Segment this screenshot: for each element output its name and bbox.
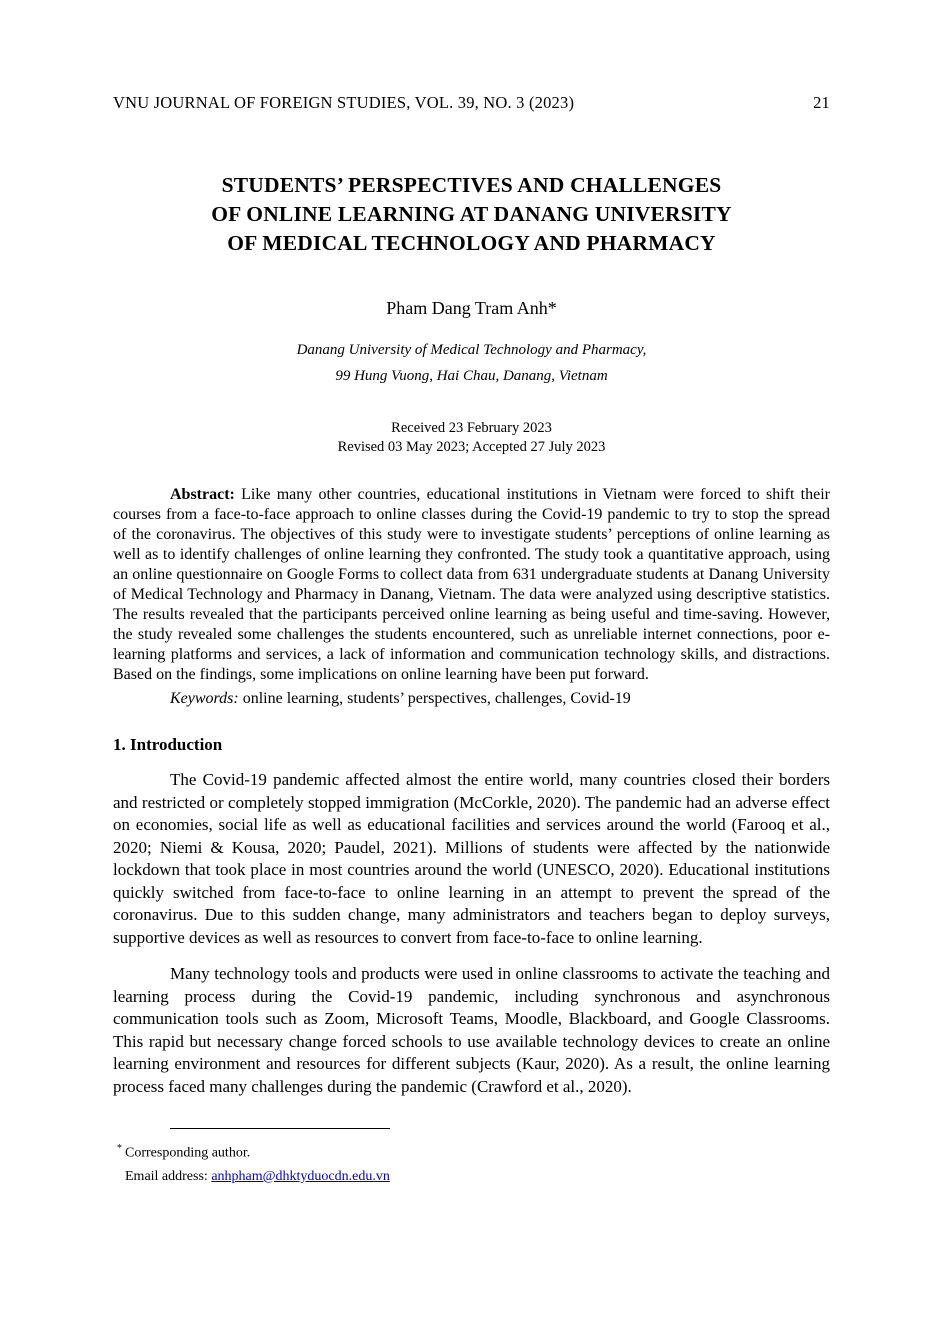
- article-title-line-2: OF ONLINE LEARNING AT DANANG UNIVERSITY: [211, 202, 732, 226]
- footnote-corresponding-author: [117, 1137, 830, 1165]
- journal-title: VNU JOURNAL OF FOREIGN STUDIES, VOL. 39, NO. 3 (2023): [113, 93, 575, 112]
- abstract-paragraph: [113, 485, 830, 685]
- article-dates: [113, 419, 830, 457]
- introduction-paragraph-2: Many technology tools and products were used in online classrooms to activate the teaching and learning process during the Covid-19 pandemic, including synchronous and asynchronous communication tools such as Zoom, Microsoft Teams, Moodle, Blackboard, and Google Classrooms. This rapid but necessary change forced schools to use available technology devices to create an online learning environment and resources for different subjects (Kaur, 2020). As a result, the online learning process faced many challenges during the pandemic (Crawford et al., 2020).: [113, 964, 830, 1096]
- footnote-email-line: [125, 1165, 830, 1188]
- section-heading-introduction: 1. Introduction: [113, 735, 223, 754]
- introduction-paragraph-1: The Covid-19 pandemic affected almost the entire world, many countries closed their borders and restricted or completely stopped immigration (McCorkle, 2020). The pandemic had an adverse effect on economies, social life as well as educational facilities and services around the world (Farooq et al., 2020; Niemi & Kousa, 2020; Paudel, 2021). Millions of students were affected by the nationwide lockdown that took place in most countries around the world (UNESCO, 2020). Educational institutions quickly switched from face-to-face to online learning in an attempt to prevent the spread of the coronavirus. Due to this sudden change, many administrators and teachers began to deploy surveys, supportive devices as well as resources to convert from face-to-face to online learning.: [113, 770, 830, 947]
- received-date: Received 23 February 2023: [391, 420, 552, 436]
- abstract-label: Abstract:: [170, 486, 235, 503]
- page-number: 21: [813, 93, 830, 112]
- article-title: [113, 171, 830, 258]
- email-link[interactable]: anhpham@dhktyduocdn.edu.vn: [211, 1168, 390, 1184]
- revised-accepted-date: Revised 03 May 2023; Accepted 27 July 2023: [337, 439, 606, 455]
- abstract-text: Like many other countries, educational institutions in Vietnam were forced to shift their courses from a face-to-face approach to online classes during the Covid-19 pandemic to try to stop the spread of the coronavirus. The objectives of this study were to investigate students’ perceptions of online learning as well as to identify challenges of online learning they confronted. The study took a quantitative approach, using an online questionnaire on Google Forms to collect data from 631 undergraduate students at Danang University of Medical Technology and Pharmacy in Danang, Vietnam. The data were analyzed using descriptive statistics. The results revealed that the participants perceived online learning as being useful and time-saving. However, the study revealed some challenges the students encountered, such as unreliable internet connections, poor e-learning platforms and services, a lack of information and communication technology skills, and distractions. Based on the findings, some implications on online learning have been put forward.: [113, 486, 830, 683]
- footnote-corresponding-text: Corresponding author.: [125, 1145, 251, 1161]
- keywords-text: online learning, students’ perspectives, challenges, Covid-19: [238, 690, 631, 707]
- affiliation-line-2: 99 Hung Vuong, Hai Chau, Danang, Vietnam: [335, 368, 608, 384]
- keywords-label: Keywords:: [170, 690, 239, 707]
- author-name: Pham Dang Tram Anh*: [386, 298, 557, 318]
- author-affiliation: [113, 337, 830, 389]
- article-title-line-3: OF MEDICAL TECHNOLOGY AND PHARMACY: [227, 231, 716, 255]
- footnote-marker: *: [117, 1143, 122, 1154]
- footnote-separator: [170, 1128, 390, 1129]
- affiliation-line-1: Danang University of Medical Technology and Pharmacy,: [296, 342, 647, 358]
- footnote-block: [117, 1137, 830, 1188]
- footnote-email-label: Email address:: [125, 1168, 212, 1184]
- keywords-line: [113, 689, 830, 709]
- running-head: [113, 93, 830, 113]
- article-title-line-1: STUDENTS’ PERSPECTIVES AND CHALLENGES: [221, 173, 722, 197]
